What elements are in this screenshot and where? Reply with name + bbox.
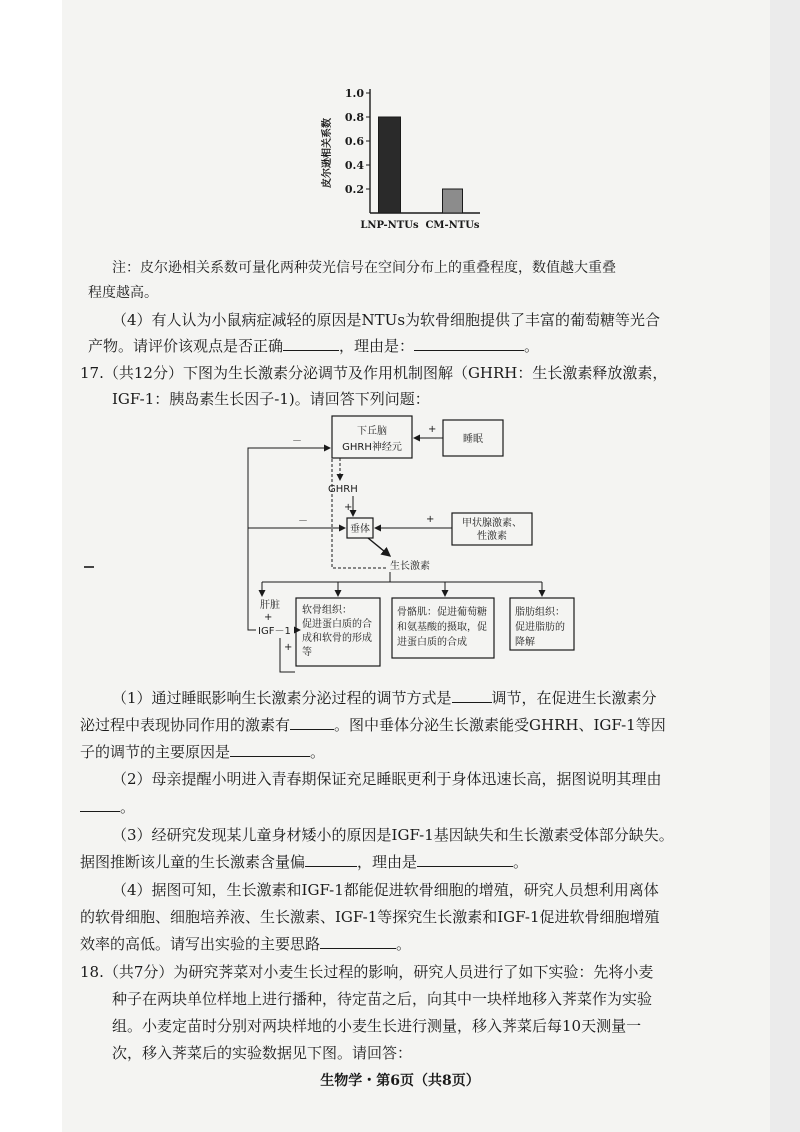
q18-line-3: 组。小麦定苗时分别对两块样地的小麦生长进行测量，移入荠菜后每10天测量一 bbox=[112, 1017, 642, 1035]
q17-4-text-b: 。 bbox=[396, 935, 412, 953]
diagram-svg bbox=[240, 410, 580, 685]
plus-sign: + bbox=[426, 514, 435, 525]
fat-line-3: 降解 bbox=[515, 637, 535, 648]
answer-blank[interactable] bbox=[80, 798, 120, 812]
hypothalamus-label: 下丘脑 bbox=[357, 426, 387, 437]
q17-header-2: IGF-1：胰岛素生长因子-1)。请回答下列问题： bbox=[112, 390, 430, 408]
q17-1-line-3 bbox=[80, 742, 325, 762]
cartilage-line-1: 软骨组织： bbox=[302, 605, 352, 616]
note-line-1: 注：皮尔逊相关系数可量化两种荧光信号在空间分布上的重叠程度，数值越大重叠 bbox=[112, 260, 616, 276]
plus-sign: + bbox=[344, 502, 353, 513]
answer-blank[interactable] bbox=[305, 853, 357, 867]
q17-2-line-1: （2）母亲提醒小明进入青春期保证充足睡眠更利于身体迅速长高，据图说明其理由 bbox=[112, 770, 662, 788]
answer-blank[interactable] bbox=[283, 337, 339, 351]
sleep-label: 睡眠 bbox=[463, 434, 483, 445]
q17-1-text-f: 。 bbox=[310, 743, 326, 761]
ghrh-label: GHRH bbox=[328, 484, 358, 495]
q16-4-text-c: 。 bbox=[524, 337, 540, 355]
fat-line-1: 脂肪组织： bbox=[515, 607, 565, 618]
q17-3-text-b: ，理由是 bbox=[357, 853, 418, 871]
minus-sign: － bbox=[292, 436, 302, 447]
ghrh-neuron-label: GHRH神经元 bbox=[342, 442, 402, 453]
answer-blank[interactable] bbox=[452, 689, 492, 703]
gh-label: 生长激素 bbox=[390, 561, 430, 572]
q18-line-1: 18.（共7分）为研究荠菜对小麦生长过程的影响，研究人员进行了如下实验：先将小麦 bbox=[80, 963, 654, 981]
y-tick-label: 0.4 bbox=[344, 159, 364, 172]
y-tick-label: 1.0 bbox=[344, 87, 364, 100]
x-tick-label: CM-NTUs bbox=[425, 220, 480, 231]
q17-3-text-c: 。 bbox=[513, 853, 529, 871]
q17-4-line-1: （4）据图可知，生长激素和IGF-1都能促进软骨细胞的增殖，研究人员想利用离体 bbox=[112, 881, 659, 899]
note-line-2: 程度越高。 bbox=[88, 285, 158, 301]
q17-1-text-c: 泌过程中表现协同作用的激素有 bbox=[80, 716, 291, 734]
q17-2-line-2 bbox=[80, 797, 135, 817]
page-footer: 生物学・第6页（共8页） bbox=[320, 1073, 480, 1089]
q17-4-text-a: 效率的高低。请写出实验的主要思路 bbox=[80, 935, 321, 953]
x-tick-label: LNP-NTUs bbox=[360, 220, 419, 231]
answer-blank[interactable] bbox=[414, 337, 524, 351]
q17-4-line-2: 的软骨细胞、细胞培养液、生长激素、IGF-1等探究生长激素和IGF-1促进软骨细胞增殖 bbox=[80, 908, 660, 926]
q17-4-line-3 bbox=[80, 934, 411, 954]
pituitary-label: 垂体 bbox=[350, 524, 370, 535]
q17-header-1: 17.（共12分）下图为生长激素分泌调节及作用机制图解（GHRH：生长激素释放激素， bbox=[80, 364, 668, 382]
answer-blank[interactable] bbox=[230, 743, 310, 757]
y-tick-label: 0.8 bbox=[344, 111, 364, 124]
q17-1-line-1 bbox=[112, 688, 657, 708]
y-tick-label: 0.6 bbox=[344, 135, 364, 148]
pearson-bar-chart bbox=[310, 80, 490, 250]
q17-1-text-b: 调节，在促进生长激素分 bbox=[491, 689, 657, 707]
q18-line-4: 次，移入荠菜后的实验数据见下图。请回答： bbox=[112, 1044, 413, 1062]
muscle-line-2: 和氨基酸的摄取，促 bbox=[397, 622, 487, 633]
bar bbox=[443, 189, 463, 213]
igf1-label: IGF－1 bbox=[258, 626, 291, 637]
cartilage-line-2: 促进蛋白质的合 bbox=[302, 619, 372, 630]
gh-regulation-diagram bbox=[240, 410, 580, 685]
q17-1-line-2 bbox=[80, 715, 666, 735]
thyroid-label: 甲状腺激素、 bbox=[462, 518, 522, 529]
plus-sign: + bbox=[264, 612, 273, 623]
chart-svg bbox=[310, 80, 490, 250]
q16-4-text-a: 产物。请评价该观点是否正确 bbox=[88, 337, 284, 355]
q18-line-2: 种子在两块单位样地上进行播种，待定苗之后，向其中一块样地移入荠菜作为实验 bbox=[112, 990, 653, 1008]
answer-blank[interactable] bbox=[320, 935, 396, 949]
q16-4-line-2 bbox=[88, 336, 539, 356]
y-axis-label: 皮尔逊相关系数 bbox=[322, 118, 333, 188]
muscle-line-3: 进蛋白质的合成 bbox=[397, 637, 467, 648]
q17-1-text-e: 子的调节的主要原因是 bbox=[80, 743, 231, 761]
bar bbox=[379, 117, 401, 213]
muscle-line-1: 骨骼肌：促进葡萄糖 bbox=[397, 607, 487, 618]
scan-edge bbox=[770, 0, 800, 1132]
plus-sign: + bbox=[284, 642, 293, 653]
y-tick-label: 0.2 bbox=[344, 183, 364, 196]
q17-3-line-2 bbox=[80, 852, 528, 872]
q17-2-text-b: 。 bbox=[120, 798, 136, 816]
q16-4-line-1: （4）有人认为小鼠病症减轻的原因是NTUs为软骨细胞提供了丰富的葡萄糖等光合 bbox=[112, 311, 661, 329]
q17-1-text-a: （1）通过睡眠影响生长激素分泌过程的调节方式是 bbox=[112, 689, 452, 707]
margin-mark bbox=[84, 566, 94, 568]
minus-sign: － bbox=[298, 516, 308, 527]
q16-4-text-b: ，理由是： bbox=[339, 337, 415, 355]
cartilage-line-3: 成和软骨的形成 bbox=[302, 633, 372, 644]
plus-sign: + bbox=[428, 424, 437, 435]
q17-1-text-d: 。图中垂体分泌生长激素能受GHRH、IGF-1等因 bbox=[334, 716, 666, 734]
sex-hormone-label: 性激素 bbox=[477, 531, 507, 542]
liver-label: 肝脏 bbox=[260, 600, 280, 611]
q17-3-line-1: （3）经研究发现某儿童身材矮小的原因是IGF-1基因缺失和生长激素受体部分缺失。 bbox=[112, 826, 674, 844]
answer-blank[interactable] bbox=[417, 853, 513, 867]
cartilage-line-4: 等 bbox=[302, 647, 312, 658]
fat-line-2: 促进脂肪的 bbox=[515, 622, 565, 633]
answer-blank[interactable] bbox=[290, 716, 334, 730]
q17-3-text-a: 据图推断该儿童的生长激素含量偏 bbox=[80, 853, 306, 871]
